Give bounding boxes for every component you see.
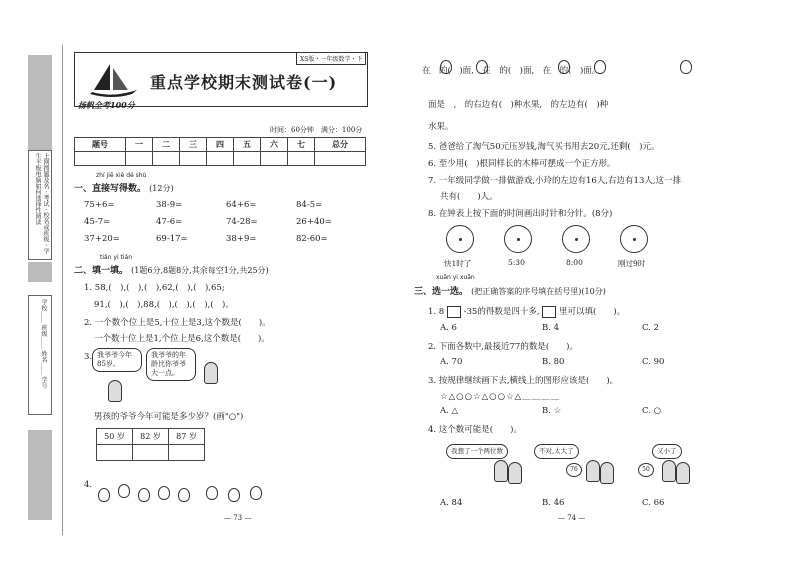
clock-label: 快1时了 <box>444 259 472 268</box>
age-option: 87 岁 <box>169 429 205 445</box>
calc-item: 84-5= <box>296 200 323 210</box>
r2-line: 面是 , 的右边有( )种水果, 的左边有( )种 <box>428 100 609 110</box>
grape-icon <box>118 484 130 498</box>
s3-option[interactable]: C. ○ <box>642 406 662 416</box>
calc-item: 64+6= <box>226 200 257 210</box>
age-answer-cell[interactable] <box>133 445 169 461</box>
score-cell[interactable] <box>126 152 153 166</box>
grade-tag: XS版・一年级数学・下 <box>296 52 366 65</box>
q7-line2: 共有( )人。 <box>440 192 498 202</box>
age-answer-cell[interactable] <box>97 445 133 461</box>
score-header-cell: 三 <box>180 138 207 152</box>
s1-part-a: 1. 8 <box>428 307 445 317</box>
calc-item: 45-7= <box>84 217 111 227</box>
strawberry-icon <box>558 60 570 74</box>
kid-speech-bubble: 不对,太大了 <box>534 444 579 459</box>
section1-title: 一、直接写得数。 <box>74 184 147 194</box>
kid-figure-icon <box>662 460 676 482</box>
s2-option[interactable]: C. 90 <box>642 357 665 367</box>
sidebar-decoration-bottom <box>28 430 52 520</box>
calc-item: 37+20= <box>84 234 120 244</box>
score-table-score-row <box>75 152 366 166</box>
s4-option[interactable]: B. 46 <box>542 498 565 508</box>
banana-icon <box>250 486 262 500</box>
id-label-class: 班级 <box>40 324 47 337</box>
binding-line <box>62 45 63 535</box>
page-number-right: — 74 — <box>558 514 586 522</box>
clock-label: 8:00 <box>566 258 583 267</box>
page-number-left: — 73 — <box>224 514 252 522</box>
score-cell[interactable] <box>288 152 315 166</box>
s1-part-b: -35的得数是四十多, <box>463 307 540 317</box>
apple-icon <box>98 488 110 502</box>
score-header-cell: 六 <box>261 138 288 152</box>
calc-item: 75+6= <box>84 200 115 210</box>
calc-item: 26+40= <box>296 217 332 227</box>
section1-pinyin: zhí jiē xiě dé shù <box>96 172 147 179</box>
age-answer-cell[interactable] <box>169 445 205 461</box>
pineapple-icon <box>158 486 170 500</box>
s4-option[interactable]: C. 66 <box>642 498 665 508</box>
clock-face-icon[interactable] <box>446 225 474 253</box>
s1-blank-box[interactable] <box>542 306 556 318</box>
id-label-school: 学校 <box>40 299 47 311</box>
shape-sequence: ☆△○○☆△○○☆△＿＿＿＿ <box>440 392 561 402</box>
age-option: 50 岁 <box>97 429 133 445</box>
score-table <box>74 137 366 166</box>
section1-heading <box>74 181 174 194</box>
section2-heading <box>74 263 269 276</box>
age-options-row <box>97 429 205 445</box>
section2-pinyin: tián yi tián <box>100 254 133 261</box>
calc-item: 47-6= <box>156 217 183 227</box>
score-cell[interactable] <box>315 152 366 166</box>
age-option: 82 岁 <box>133 429 169 445</box>
kid-figure-icon <box>586 460 600 482</box>
s4-option[interactable]: A. 84 <box>440 498 463 508</box>
q3-label: 3. <box>84 352 93 362</box>
pear-icon <box>138 488 150 502</box>
q7-line1: 7. 一年级同学做一排做游戏,小玲的左边有16人,右边有13人,这一排 <box>428 176 682 186</box>
score-cell[interactable] <box>180 152 207 166</box>
s2-line: 2. 下面各数中,最接近77的数是( )。 <box>428 342 578 352</box>
score-cell[interactable] <box>75 152 126 166</box>
student-id-box: 学校＿＿ 班级＿＿ 姓名＿＿ 学号 <box>28 295 52 415</box>
q1-line2: 91,( ),( ),88,( ),( ),( ),( )。 <box>94 300 234 310</box>
age-choice-table <box>96 428 205 461</box>
score-header-cell: 二 <box>153 138 180 152</box>
boy-speech-bubble: 我爷爷今年85岁。 <box>92 348 142 372</box>
section2-title: 二、填一填。 <box>74 266 129 276</box>
s1-option[interactable]: A. 6 <box>440 323 457 333</box>
kid-figure-icon <box>494 460 508 482</box>
number-ball: 76 <box>566 463 582 477</box>
clock-face-icon[interactable] <box>504 225 532 253</box>
section3-title: 三、选一选。 <box>414 287 469 297</box>
watermelon-icon <box>206 486 218 500</box>
id-label-name: 姓名 <box>40 350 47 363</box>
score-table-header-row <box>75 138 366 152</box>
s2-option[interactable]: A. 70 <box>440 357 463 367</box>
sailboat-logo-icon <box>82 60 142 100</box>
q3-question: 男孩的爷爷今年可能是多少岁？(画"○") <box>94 412 244 422</box>
time-and-score: 时间：60分钟 满分：100分 <box>270 126 363 134</box>
peach-icon <box>440 60 452 74</box>
score-header-cell: 一 <box>126 138 153 152</box>
pineapple-icon <box>594 60 606 74</box>
score-cell[interactable] <box>261 152 288 166</box>
kid-figure-icon <box>600 462 614 484</box>
sidebar-notice: 上网搜题及名 · 考试 · 校名或班级 · 学生平板电脑如何选择性阅读 <box>28 150 52 260</box>
s1-blank-box[interactable] <box>447 306 461 318</box>
sidebar-decoration-top <box>28 55 52 150</box>
q2-line1: 2. 一个数个位上是5,十位上是3,这个数是( )。 <box>84 318 271 328</box>
q6: 6. 至少用( )根同样长的木棒可摆成一个正方形。 <box>428 159 616 169</box>
clock-label: 刚过9时 <box>618 259 646 268</box>
s1-part-c: 里可以填( )。 <box>558 307 626 317</box>
score-header-cell: 总分 <box>315 138 366 152</box>
score-header-cell: 四 <box>207 138 234 152</box>
q5: 5. 爸爸给了淘气50元压岁钱,淘气买书用去20元,还剩( )元。 <box>428 142 660 152</box>
s3-option[interactable]: B. ☆ <box>542 406 562 416</box>
score-cell[interactable] <box>153 152 180 166</box>
age-answer-row <box>97 445 205 461</box>
section3-heading <box>414 284 606 297</box>
strawberry-icon <box>680 60 692 74</box>
score-cell[interactable] <box>207 152 234 166</box>
clock-label: 5:30 <box>508 258 525 267</box>
section2-note: (1题6分,8题8分,其余每空1分,共25分) <box>131 266 269 275</box>
s3-line: 3. 按规律继续画下去,横线上的图形应该是( )。 <box>428 376 619 386</box>
peach-icon <box>178 488 190 502</box>
q8: 8. 在钟表上按下面的时间画出时针和分针。(8分) <box>428 209 613 219</box>
kid-speech-bubble: 又小了 <box>652 444 682 459</box>
kid-figure-icon <box>508 462 522 484</box>
calc-item: 38-9= <box>156 200 183 210</box>
girl-figure-icon <box>204 362 218 384</box>
r1-line: 在 的( )面, 在 的( )面, 在 的( )面。 <box>422 66 601 76</box>
s4-line: 4. 这个数可能是( )。 <box>428 425 522 435</box>
s3-option[interactable]: A. △ <box>440 406 459 416</box>
brand-name: 扬帆全考100分 <box>78 100 135 110</box>
number-ball: 50 <box>638 463 654 477</box>
calc-item: 38+9= <box>226 234 257 244</box>
exam-title: 重点学校期末测试卷(一) <box>150 73 338 92</box>
calc-item: 69-17= <box>156 234 188 244</box>
boy-figure-icon <box>108 380 122 402</box>
q1-line1: 1. 58,( ),( ),( ),62,( ),( ),65; <box>84 283 225 293</box>
q4-label: 4. <box>84 480 93 490</box>
section3-note: (把正确答案的序号填在括号里)(10分) <box>471 287 606 296</box>
score-header-cell: 题号 <box>75 138 126 152</box>
clock-face-icon[interactable] <box>620 225 648 253</box>
s2-option[interactable]: B. 80 <box>542 357 565 367</box>
s1-line <box>428 305 625 318</box>
sidebar-decoration-mid <box>28 262 52 282</box>
kid-speech-bubble: 我想了一个两位数 <box>446 444 508 459</box>
q2-line2: 一个数十位上是1,个位上是6,这个数是( )。 <box>94 334 270 344</box>
orange-icon <box>228 488 240 502</box>
kid-figure-icon <box>676 462 690 484</box>
id-label-number: 学号 <box>40 376 47 389</box>
score-cell[interactable] <box>234 152 261 166</box>
score-header-cell: 五 <box>234 138 261 152</box>
girl-speech-bubble: 我爷爷的年龄比你爷爷大一点。 <box>146 348 196 381</box>
score-header-cell: 七 <box>288 138 315 152</box>
section1-note: (12分) <box>149 184 174 193</box>
s1-option[interactable]: C. 2 <box>642 323 660 333</box>
calc-item: 74-28= <box>226 217 258 227</box>
r3-line: 水果。 <box>428 122 454 132</box>
clock-face-icon[interactable] <box>562 225 590 253</box>
calc-item: 82-60= <box>296 234 328 244</box>
grape-icon <box>476 60 488 74</box>
s1-option[interactable]: B. 4 <box>542 323 560 333</box>
section3-pinyin: xuǎn yi xuǎn <box>436 274 475 281</box>
